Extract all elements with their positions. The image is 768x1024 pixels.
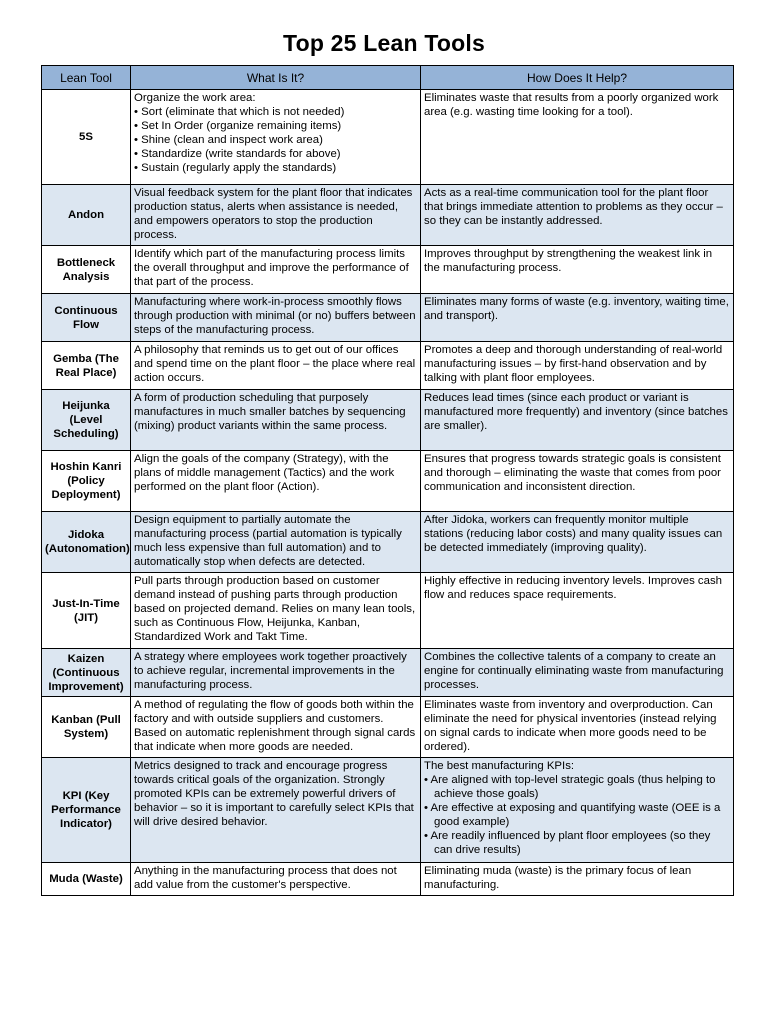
bullet-item: • Are aligned with top-level strategic goals (thus helping to achieve those goals) xyxy=(424,774,716,800)
lean-tool-name: Bottleneck Analysis xyxy=(42,246,131,294)
table-row xyxy=(42,90,734,185)
table-row xyxy=(42,758,734,863)
what-is-it-cell xyxy=(131,294,421,342)
cell-text: Eliminates waste that results from a poorly organized work area (e.g. wasting time looking for a tool). xyxy=(424,92,719,118)
header-what-is-it: What Is It? xyxy=(131,66,421,90)
how-does-it-help-cell xyxy=(421,246,734,294)
cell-text: A philosophy that reminds us to get out of our offices and spend time on the plant floor – the place where real action occurs. xyxy=(134,344,416,384)
lean-tool-name: 5S xyxy=(42,90,131,185)
cell-text: A form of production scheduling that purposely manufactures in much smaller batches by sequencing (mixing) product variants within the same process. xyxy=(134,392,406,432)
table-row xyxy=(42,246,734,294)
what-is-it-cell xyxy=(131,697,421,758)
bullet-item: • Are effective at exposing and quantifying waste (OEE is a good example) xyxy=(424,802,721,828)
table-row xyxy=(42,185,734,246)
table-row xyxy=(42,649,734,697)
cell-text: Combines the collective talents of a company to create an engine for continually eliminating waste from manufacturing processes. xyxy=(424,651,724,691)
cell-text: Anything in the manufacturing process that does not add value from the customer's perspective. xyxy=(134,865,397,891)
table-row xyxy=(42,863,734,896)
cell-text: Acts as a real-time communication tool for the plant floor that brings immediate attention to problems as they occur – so they can be instantly addressed. xyxy=(424,187,723,227)
bullet-item: • Sort (eliminate that which is not needed) xyxy=(134,106,345,118)
how-does-it-help-cell xyxy=(421,451,734,512)
lean-tool-name: Muda (Waste) xyxy=(42,863,131,896)
bullet-item: • Sustain (regularly apply the standards) xyxy=(134,162,337,174)
lean-tool-name: Continuous Flow xyxy=(42,294,131,342)
how-does-it-help-cell xyxy=(421,185,734,246)
header-how-does-it-help: How Does It Help? xyxy=(421,66,734,90)
lean-tool-name: Gemba (The Real Place) xyxy=(42,342,131,390)
how-does-it-help-cell xyxy=(421,294,734,342)
cell-text: Promotes a deep and thorough understanding of real-world manufacturing issues – by first-hand observation and by talking with plant floor employees. xyxy=(424,344,723,384)
cell-text: Design equipment to partially automate the manufacturing process (partial automation is typically much less expensive than full automation) and to automatically stop when defects are detected. xyxy=(134,514,402,568)
lean-tool-name: Kanban (Pull System) xyxy=(42,697,131,758)
table-row xyxy=(42,390,734,451)
lean-tool-name: Just-In-Time (JIT) xyxy=(42,573,131,649)
table-row xyxy=(42,451,734,512)
what-is-it-cell xyxy=(131,573,421,649)
table-row xyxy=(42,342,734,390)
how-does-it-help-cell xyxy=(421,697,734,758)
what-is-it-cell xyxy=(131,649,421,697)
cell-text: Metrics designed to track and encourage progress towards critical goals of the organization. Strongly promoted KPIs can be extremely powerful drivers of behavior – so it is important to carefully select KPIs that will drive desired behavior. xyxy=(134,760,414,828)
what-is-it-cell xyxy=(131,342,421,390)
lean-tool-name: Heijunka (Level Scheduling) xyxy=(42,390,131,451)
how-does-it-help-cell xyxy=(421,573,734,649)
table-header-row xyxy=(42,66,734,90)
lean-tool-name: Jidoka (Autonomation) xyxy=(42,512,131,573)
what-is-it-cell xyxy=(131,451,421,512)
lean-tool-name: Kaizen (Continuous Improvement) xyxy=(42,649,131,697)
what-is-it-cell xyxy=(131,390,421,451)
cell-text: A strategy where employees work together proactively to achieve regular, incremental improvements in the manufacturing process. xyxy=(134,651,407,691)
table-row xyxy=(42,512,734,573)
cell-text: Pull parts through production based on customer demand instead of pushing parts through production based on projected demand. Relies on many lean tools, such as Continuous Flow, Heijunka, Kanban, Standardized Work and Takt Time. xyxy=(134,575,416,643)
bullet-item: • Shine (clean and inspect work area) xyxy=(134,134,323,146)
what-is-it-cell xyxy=(131,863,421,896)
table-row xyxy=(42,573,734,649)
cell-text: Ensures that progress towards strategic goals is consistent and thorough – eliminating the waste that comes from poor communication and inconsistent direction. xyxy=(424,453,721,493)
how-does-it-help-cell xyxy=(421,342,734,390)
how-does-it-help-cell xyxy=(421,863,734,896)
how-does-it-help-cell xyxy=(421,90,734,185)
cell-text: Reduces lead times (since each product or variant is manufactured more frequently) and inventory (since batches are smaller). xyxy=(424,392,728,432)
lean-tool-name: Hoshin Kanri (Policy Deployment) xyxy=(42,451,131,512)
what-is-it-cell xyxy=(131,758,421,863)
table-row xyxy=(42,294,734,342)
cell-text: Align the goals of the company (Strategy), with the plans of middle management (Tactics) and the work performed on the plant floor (Action). xyxy=(134,453,395,493)
bullet-item: • Are readily influenced by plant floor employees (so they can drive results) xyxy=(424,830,711,856)
what-is-it-cell xyxy=(131,90,421,185)
page-title: Top 25 Lean Tools xyxy=(283,30,485,56)
cell-text: Eliminates many forms of waste (e.g. inventory, waiting time, and transport). xyxy=(424,296,729,322)
cell-text: Visual feedback system for the plant floor that indicates production status, alerts when assistance is needed, and empowers operators to stop the production process. xyxy=(134,187,413,241)
cell-text: Manufacturing where work-in-process smoothly flows through production with minimal (or no) buffers between steps of the manufacturing process. xyxy=(134,296,416,336)
cell-text: Highly effective in reducing inventory levels. Improves cash flow and reduces space requirements. xyxy=(424,575,722,601)
table-body xyxy=(42,90,734,896)
what-is-it-cell xyxy=(131,512,421,573)
lean-tool-name: Andon xyxy=(42,185,131,246)
how-does-it-help-cell xyxy=(421,512,734,573)
how-does-it-help-cell xyxy=(421,649,734,697)
bullet-item: • Set In Order (organize remaining items) xyxy=(134,120,342,132)
lean-tool-name: KPI (Key Performance Indicator) xyxy=(42,758,131,863)
lean-tools-table xyxy=(41,65,734,896)
cell-text: Identify which part of the manufacturing process limits the overall throughput and improve the performance of that part of the process. xyxy=(134,248,409,288)
cell-text: Improves throughput by strengthening the weakest link in the manufacturing process. xyxy=(424,248,713,274)
cell-text: The best manufacturing KPIs: xyxy=(424,760,575,772)
cell-text: After Jidoka, workers can frequently monitor multiple stations (reducing labor costs) and many quality issues can be detected immediately (improving quality). xyxy=(424,514,723,554)
table-row xyxy=(42,697,734,758)
cell-text: Eliminating muda (waste) is the primary focus of lean manufacturing. xyxy=(424,865,692,891)
how-does-it-help-cell xyxy=(421,390,734,451)
cell-text: Organize the work area: xyxy=(134,92,256,104)
cell-text: A method of regulating the flow of goods both within the factory and with outside suppliers and customers. Based on automatic replenishment through signal cards that indicate when more goods are needed. xyxy=(134,699,416,753)
what-is-it-cell xyxy=(131,246,421,294)
how-does-it-help-cell xyxy=(421,758,734,863)
bullet-item: • Standardize (write standards for above) xyxy=(134,148,341,160)
header-lean-tool: Lean Tool xyxy=(42,66,131,90)
cell-text: Eliminates waste from inventory and overproduction. Can eliminate the need for physical inventories (instead relying on signal cards to indicate when more goods need to be ordered). xyxy=(424,699,717,753)
what-is-it-cell xyxy=(131,185,421,246)
